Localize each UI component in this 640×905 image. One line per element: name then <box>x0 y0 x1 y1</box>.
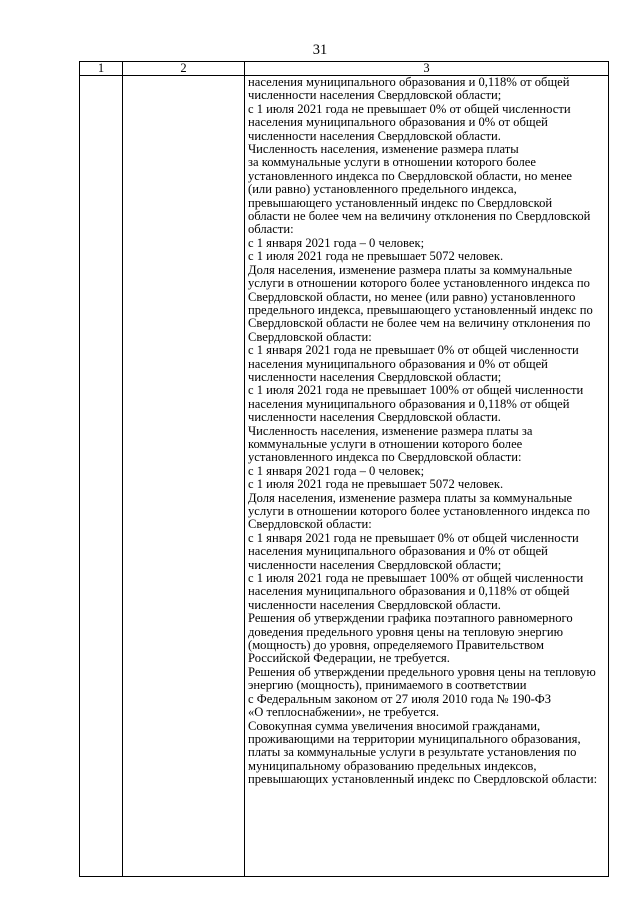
text-line: населения муниципального образования и 0% от общей <box>248 116 548 130</box>
text-line: с 1 января 2021 года не превышает 0% от общей численности <box>248 344 579 358</box>
text-line: с 1 июля 2021 года не превышает 5072 человек. <box>248 250 504 264</box>
text-line: Свердловской области: <box>248 330 372 344</box>
text-line: доведения предельного уровня цены на тепловую энергию <box>248 625 564 639</box>
text-line: области не более чем на величину отклонения по Свердловской <box>248 210 591 224</box>
text-line: численности населения Свердловской области. <box>248 411 501 425</box>
text-line: численности населения Свердловской области; <box>248 89 502 103</box>
text-line: населения муниципального образования и 0% от общей <box>248 357 548 371</box>
text-line: Свердловской области не более чем на величину отклонения по <box>248 317 591 331</box>
text-line: (или равно) установленного предельного индекса, <box>248 183 517 197</box>
text-line: Численность населения, изменение размера платы <box>248 143 519 157</box>
text-line: превышающего установленный индекс по Свердловской <box>248 196 553 210</box>
text-line: коммунальные услуги в отношении которого более <box>248 437 523 451</box>
text-line: за коммунальные услуги в отношении которого более <box>248 156 536 170</box>
text-line: Российской Федерации, не требуется. <box>248 652 450 666</box>
text-line: муниципальному образованию предельных индексов, <box>248 759 537 773</box>
text-line: с 1 июля 2021 года не превышает 0% от общей численности <box>248 102 571 116</box>
column-header-2: 2 <box>123 62 245 76</box>
text-line: установленного индекса по Свердловской области: <box>248 451 522 465</box>
text-line: с 1 января 2021 года не превышает 0% от общей численности <box>248 531 579 545</box>
table-cell-col2 <box>123 76 245 877</box>
text-line: с 1 июля 2021 года не превышает 5072 человек. <box>248 478 504 492</box>
text-line: услуги в отношении которого более установленного индекса по <box>248 505 590 518</box>
text-line: Свердловской области, но менее (или равно) установленного <box>248 290 576 304</box>
text-line: с 1 января 2021 года – 0 человек; <box>248 236 425 250</box>
text-line: проживающими на территории муниципального образования, <box>248 732 581 746</box>
text-line: населения муниципального образования и 0% от общей <box>248 545 548 559</box>
page-number: 31 <box>312 42 328 58</box>
text-line: энергию (мощность), принимаемого в соответствии <box>248 679 527 693</box>
table-row <box>80 76 609 877</box>
document-table <box>79 61 609 877</box>
text-line: с Федеральным законом от 27 июля 2010 года № 190-ФЗ <box>248 692 552 706</box>
text-line: населения муниципального образования и 0,118% от общей <box>248 76 570 89</box>
text-line: численности населения Свердловской области; <box>248 558 502 572</box>
text-line: Доля населения, изменение размера платы за коммунальные <box>248 263 573 277</box>
text-line: населения муниципального образования и 0,118% от общей <box>248 397 570 411</box>
text-line: численности населения Свердловской области; <box>248 370 502 384</box>
text-line: «О теплоснабжении», не требуется. <box>248 706 440 720</box>
text-line: платы за коммунальные услуги в результате установления по <box>248 746 577 760</box>
text-line: населения муниципального образования и 0,118% от общей <box>248 585 570 599</box>
text-line: численности населения Свердловской области. <box>248 129 501 143</box>
column-header-3: 3 <box>245 62 609 76</box>
text-line: с 1 января 2021 года – 0 человек; <box>248 464 425 478</box>
text-line: Совокупная сумма увеличения вносимой гражданами, <box>248 719 541 733</box>
text-line: услуги в отношении которого более установленного индекса по <box>248 277 590 291</box>
text-line: превышающих установленный индекс по Свердловской области: <box>248 773 598 787</box>
text-line: численности населения Свердловской области. <box>248 598 501 612</box>
text-line: Решения об утверждении предельного уровня цены на тепловую <box>248 665 596 679</box>
text-line: области: <box>248 223 294 237</box>
text-line: (мощность) до уровня, определяемого Правительством <box>248 639 544 653</box>
table-cell-col3 <box>245 76 609 877</box>
table-cell-col1 <box>80 76 123 877</box>
table-header-row <box>80 62 609 76</box>
text-line: установленного индекса по Свердловской области, но менее <box>248 169 573 183</box>
text-line: Доля населения, изменение размера платы за коммунальные <box>248 491 573 505</box>
text-line: предельного индекса, превышающего установленный индекс по <box>248 303 593 317</box>
text-line: Свердловской области: <box>248 518 372 532</box>
text-line: Численность населения, изменение размера платы за <box>248 424 533 438</box>
text-line: с 1 июля 2021 года не превышает 100% от общей численности <box>248 384 584 398</box>
text-line: Решения об утверждении графика поэтапного равномерного <box>248 612 573 626</box>
text-line: с 1 июля 2021 года не превышает 100% от общей численности <box>248 572 584 586</box>
column-header-1: 1 <box>80 62 123 76</box>
